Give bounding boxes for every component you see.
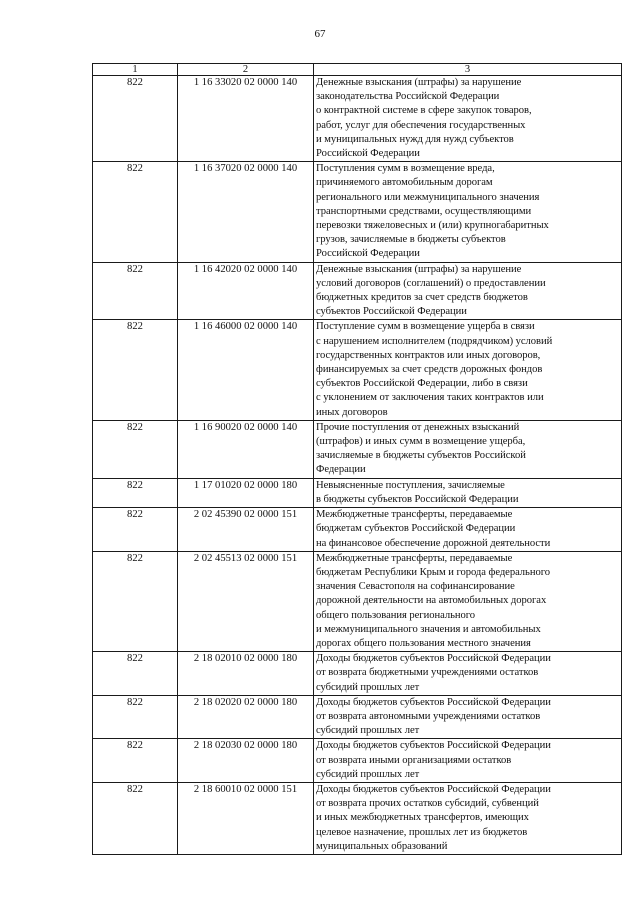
table-row — [93, 262, 622, 320]
table-row — [93, 695, 622, 739]
admin-code-cell: 822 — [93, 76, 178, 162]
revenue-name-cell: Поступления сумм в возмещение вреда, причиняемого автомобильным дорогам регионального или межмуниципального значения транспортными средствами, осуществляющими перевозки тяжеловесных и (или) крупногабаритных грузов, зачисляемые в бюджеты субъектов Российской Федерации — [314, 162, 622, 262]
revenue-name-cell: Денежные взыскания (штрафы) за нарушение условий договоров (соглашений) о предоставлении бюджетных кредитов за счет средств бюджетов субъектов Российской Федерации — [314, 262, 622, 320]
kbk-code-cell: 1 16 46000 02 0000 140 — [178, 320, 314, 420]
revenue-name-cell: Поступление сумм в возмещение ущерба в связи с нарушением исполнителем (подрядчиком) условий государственных контрактов или иных договоров, финансируемых за счет средств дорожных фондов субъектов Российской Федерации, либо в связи с уклонением от заключения таких контрактов или иных договоров — [314, 320, 622, 420]
table-row — [93, 508, 622, 552]
revenue-name-cell: Денежные взыскания (штрафы) за нарушение законодательства Российской Федерации о контрактной системе в сфере закупок товаров, работ, услуг для обеспечения государственных и муниципальных нужд для нужд субъектов Российской Федерации — [314, 76, 622, 162]
kbk-code-cell: 2 02 45390 02 0000 151 — [178, 508, 314, 552]
kbk-code-cell: 1 16 37020 02 0000 140 — [178, 162, 314, 262]
revenue-name-cell: Межбюджетные трансферты, передаваемые бюджетам Республики Крым и города федерального значения Севастополя на софинансирование дорожной деятельности на автомобильных дорогах общего пользования регионального и межмуниципального значения и автомобильных дорогах общего пользования местного значения — [314, 551, 622, 651]
admin-code-cell: 822 — [93, 478, 178, 507]
admin-code-cell: 822 — [93, 162, 178, 262]
revenue-name-cell: Доходы бюджетов субъектов Российской Федерации от возврата иными организациями остатков субсидий прошлых лет — [314, 739, 622, 783]
revenue-name-cell: Доходы бюджетов субъектов Российской Федерации от возврата автономными учреждениями остатков субсидий прошлых лет — [314, 695, 622, 739]
table-row — [93, 320, 622, 420]
table-row — [93, 420, 622, 478]
kbk-code-cell: 2 18 02010 02 0000 180 — [178, 652, 314, 696]
kbk-code-cell: 1 16 33020 02 0000 140 — [178, 76, 314, 162]
table-row — [93, 652, 622, 696]
admin-code-cell: 822 — [93, 508, 178, 552]
kbk-code-cell: 2 18 60010 02 0000 151 — [178, 782, 314, 854]
revenue-name-cell: Невыясненные поступления, зачисляемые в бюджеты субъектов Российской Федерации — [314, 478, 622, 507]
kbk-code-cell: 2 18 02030 02 0000 180 — [178, 739, 314, 783]
kbk-code-cell: 1 17 01020 02 0000 180 — [178, 478, 314, 507]
table-row — [93, 551, 622, 651]
revenue-name-cell: Прочие поступления от денежных взысканий (штрафов) и иных сумм в возмещение ущерба, зачисляемые в бюджеты субъектов Российской Федерации — [314, 420, 622, 478]
table-row — [93, 739, 622, 783]
column-header-1: 1 — [93, 64, 178, 76]
table-row — [93, 162, 622, 262]
revenue-classification-table — [92, 63, 622, 855]
revenue-name-cell: Доходы бюджетов субъектов Российской Федерации от возврата прочих остатков субсидий, субвенций и иных межбюджетных трансфертов, имеющих целевое назначение, прошлых лет из бюджетов муниципальных образований — [314, 782, 622, 854]
kbk-code-cell: 1 16 90020 02 0000 140 — [178, 420, 314, 478]
admin-code-cell: 822 — [93, 695, 178, 739]
column-header-3: 3 — [314, 64, 622, 76]
admin-code-cell: 822 — [93, 782, 178, 854]
admin-code-cell: 822 — [93, 652, 178, 696]
kbk-code-cell: 2 02 45513 02 0000 151 — [178, 551, 314, 651]
admin-code-cell: 822 — [93, 262, 178, 320]
kbk-code-cell: 1 16 42020 02 0000 140 — [178, 262, 314, 320]
admin-code-cell: 822 — [93, 739, 178, 783]
page-number: 67 — [314, 28, 326, 40]
revenue-name-cell: Доходы бюджетов субъектов Российской Федерации от возврата бюджетными учреждениями остатков субсидий прошлых лет — [314, 652, 622, 696]
admin-code-cell: 822 — [93, 420, 178, 478]
table-row — [93, 478, 622, 507]
kbk-code-cell: 2 18 02020 02 0000 180 — [178, 695, 314, 739]
table-row — [93, 76, 622, 162]
table-row — [93, 782, 622, 854]
admin-code-cell: 822 — [93, 320, 178, 420]
revenue-name-cell: Межбюджетные трансферты, передаваемые бюджетам субъектов Российской Федерации на финансовое обеспечение дорожной деятельности — [314, 508, 622, 552]
column-header-2: 2 — [178, 64, 314, 76]
table-header-row — [93, 64, 622, 76]
admin-code-cell: 822 — [93, 551, 178, 651]
